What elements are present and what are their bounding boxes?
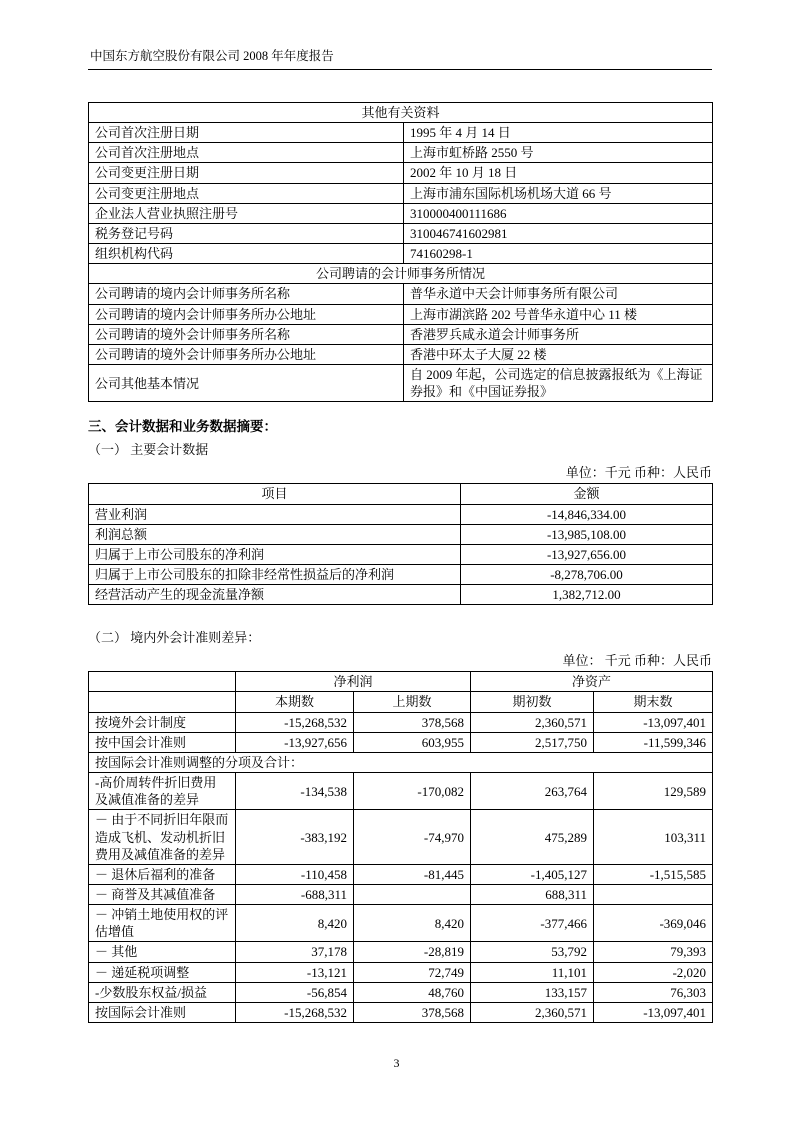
cell-value: 53,792 bbox=[471, 942, 594, 962]
info-label: 公司聘请的境内会计师事务所办公地址 bbox=[89, 304, 404, 324]
row-label: － 递延税项调整 bbox=[89, 962, 236, 982]
cell-value: -1,515,585 bbox=[594, 864, 713, 884]
cell-value: -134,538 bbox=[236, 773, 354, 810]
table-row bbox=[89, 712, 713, 732]
cell-value: -74,970 bbox=[354, 810, 471, 864]
cell-value: 688,311 bbox=[471, 885, 594, 905]
cell-value: 8,420 bbox=[236, 905, 354, 942]
item-amount: -14,846,334.00 bbox=[461, 504, 713, 524]
subsection-1-title: （一） 主要会计数据 bbox=[88, 442, 209, 458]
table-row bbox=[89, 962, 713, 982]
cell-value: 129,589 bbox=[594, 773, 713, 810]
info-label: 公司聘请的境外会计师事务所名称 bbox=[89, 324, 404, 344]
cell-value: -11,599,346 bbox=[594, 732, 713, 752]
cell-value: -377,466 bbox=[471, 905, 594, 942]
table-row bbox=[89, 103, 713, 123]
cell-value: 48,760 bbox=[354, 982, 471, 1002]
cell-value: -13,121 bbox=[236, 962, 354, 982]
info-table-subtitle: 公司聘请的会计师事务所情况 bbox=[89, 264, 713, 284]
info-value: 1995 年 4 月 14 日 bbox=[404, 123, 713, 143]
info-label: 公司首次注册地点 bbox=[89, 143, 404, 163]
table-row bbox=[89, 304, 713, 324]
cell-value: -110,458 bbox=[236, 864, 354, 884]
table-row bbox=[89, 284, 713, 304]
table-row bbox=[89, 143, 713, 163]
group-header-net-profit: 净利润 bbox=[236, 672, 471, 692]
cell-value: 37,178 bbox=[236, 942, 354, 962]
info-value: 310000400111686 bbox=[404, 203, 713, 223]
section-heading: 三、会计数据和业务数据摘要： bbox=[88, 419, 277, 435]
cell-value: 8,420 bbox=[354, 905, 471, 942]
cell-value: 378,568 bbox=[354, 712, 471, 732]
table-header-row bbox=[89, 692, 713, 712]
cell-value: -369,046 bbox=[594, 905, 713, 942]
info-value: 上海市湖滨路 202 号普华永道中心 11 楼 bbox=[404, 304, 713, 324]
info-label: 公司变更注册地点 bbox=[89, 183, 404, 203]
info-value: 香港中环太子大厦 22 楼 bbox=[404, 344, 713, 364]
cell-value: 263,764 bbox=[471, 773, 594, 810]
table-row bbox=[89, 344, 713, 364]
cell-value: 133,157 bbox=[471, 982, 594, 1002]
table-row bbox=[89, 504, 713, 524]
info-label: 公司其他基本情况 bbox=[89, 365, 404, 402]
cell-value: -2,020 bbox=[594, 962, 713, 982]
table-row bbox=[89, 810, 713, 864]
table-row bbox=[89, 365, 713, 402]
item-label: 营业利润 bbox=[89, 504, 461, 524]
table-row bbox=[89, 942, 713, 962]
table-row bbox=[89, 752, 713, 772]
table-row bbox=[89, 324, 713, 344]
table-header-row bbox=[89, 484, 713, 504]
info-value: 74160298-1 bbox=[404, 244, 713, 264]
info-label: 税务登记号码 bbox=[89, 223, 404, 243]
cell-value: 79,393 bbox=[594, 942, 713, 962]
info-table-title: 其他有关资料 bbox=[89, 103, 713, 123]
cell-value: -13,097,401 bbox=[594, 1002, 713, 1022]
item-label: 利润总额 bbox=[89, 524, 461, 544]
info-label: 公司聘请的境内会计师事务所名称 bbox=[89, 284, 404, 304]
subsection-2-title: （二） 境内外会计准则差异： bbox=[88, 630, 261, 646]
row-label: -高价周转件折旧费用及减值准备的差异 bbox=[89, 773, 236, 810]
info-label: 企业法人营业执照注册号 bbox=[89, 203, 404, 223]
info-label: 公司变更注册日期 bbox=[89, 163, 404, 183]
table-row bbox=[89, 564, 713, 584]
info-label: 公司首次注册日期 bbox=[89, 123, 404, 143]
company-info-table bbox=[88, 102, 713, 402]
col-header-item: 项目 bbox=[89, 484, 461, 504]
table-row bbox=[89, 524, 713, 544]
cell-value: 475,289 bbox=[471, 810, 594, 864]
table-row bbox=[89, 544, 713, 564]
spacer bbox=[88, 605, 712, 623]
table-row bbox=[89, 163, 713, 183]
row-label: -少数股东权益/损益 bbox=[89, 982, 236, 1002]
table-header-row bbox=[89, 672, 713, 692]
cell-value: -170,082 bbox=[354, 773, 471, 810]
table-row bbox=[89, 1002, 713, 1022]
table-row bbox=[89, 183, 713, 203]
row-label: 按中国会计准则 bbox=[89, 732, 236, 752]
table-row bbox=[89, 223, 713, 243]
item-amount: -13,927,656.00 bbox=[461, 544, 713, 564]
unit-note-2: 单位： 千元 币种：人民币 bbox=[562, 653, 712, 669]
page-content bbox=[88, 0, 712, 1023]
table-row bbox=[89, 773, 713, 810]
cell-value: -15,268,532 bbox=[236, 1002, 354, 1022]
cell-value: -81,445 bbox=[354, 864, 471, 884]
cell-value: 72,749 bbox=[354, 962, 471, 982]
info-label: 组织机构代码 bbox=[89, 244, 404, 264]
empty-header-cell bbox=[89, 692, 236, 712]
col-header-period-begin: 期初数 bbox=[471, 692, 594, 712]
item-label: 归属于上市公司股东的净利润 bbox=[89, 544, 461, 564]
page-number: 3 bbox=[393, 1056, 400, 1070]
cell-value: -13,097,401 bbox=[594, 712, 713, 732]
item-label: 归属于上市公司股东的扣除非经常性损益后的净利润 bbox=[89, 564, 461, 584]
info-value: 上海市浦东国际机场机场大道 66 号 bbox=[404, 183, 713, 203]
row-label: 按境外会计制度 bbox=[89, 712, 236, 732]
empty-header-cell bbox=[89, 672, 236, 692]
unit-note-1: 单位：千元 币种：人民币 bbox=[565, 465, 712, 481]
main-accounting-table bbox=[88, 483, 713, 605]
col-header-amount: 金额 bbox=[461, 484, 713, 504]
info-label: 公司聘请的境外会计师事务所办公地址 bbox=[89, 344, 404, 364]
table-row bbox=[89, 905, 713, 942]
cell-value: -383,192 bbox=[236, 810, 354, 864]
report-title: 中国东方航空股份有限公司 2008 年年度报告 bbox=[90, 49, 334, 63]
item-amount: -13,985,108.00 bbox=[461, 524, 713, 544]
cell-value: 103,311 bbox=[594, 810, 713, 864]
item-amount: 1,382,712.00 bbox=[461, 585, 713, 605]
table-row bbox=[89, 203, 713, 223]
info-value: 上海市虹桥路 2550 号 bbox=[404, 143, 713, 163]
cell-value: 378,568 bbox=[354, 1002, 471, 1022]
table-row bbox=[89, 123, 713, 143]
row-label: － 由于不同折旧年限而造成飞机、发动机折旧费用及减值准备的差异 bbox=[89, 810, 236, 864]
cell-value: 2,360,571 bbox=[471, 1002, 594, 1022]
cell-value: -15,268,532 bbox=[236, 712, 354, 732]
cell-value: -56,854 bbox=[236, 982, 354, 1002]
cell-value: 11,101 bbox=[471, 962, 594, 982]
cell-value: -28,819 bbox=[354, 942, 471, 962]
item-amount: -8,278,706.00 bbox=[461, 564, 713, 584]
info-value: 香港罗兵咸永道会计师事务所 bbox=[404, 324, 713, 344]
row-label: － 其他 bbox=[89, 942, 236, 962]
info-value: 自 2009 年起，公司选定的信息披露报纸为《上海证券报》和《中国证券报》 bbox=[404, 365, 713, 402]
accounting-standards-diff-table bbox=[88, 671, 713, 1023]
table-row bbox=[89, 732, 713, 752]
group-header-net-assets: 净资产 bbox=[471, 672, 713, 692]
cell-value: 2,517,750 bbox=[471, 732, 594, 752]
table-row bbox=[89, 244, 713, 264]
item-label: 经营活动产生的现金流量净额 bbox=[89, 585, 461, 605]
cell-value: 603,955 bbox=[354, 732, 471, 752]
col-header-prior-period: 上期数 bbox=[354, 692, 471, 712]
col-header-period-end: 期末数 bbox=[594, 692, 713, 712]
report-header bbox=[88, 0, 712, 70]
info-value: 310046741602981 bbox=[404, 223, 713, 243]
row-label: － 商誉及其减值准备 bbox=[89, 885, 236, 905]
cell-value: -1,405,127 bbox=[471, 864, 594, 884]
cell-value: 76,303 bbox=[594, 982, 713, 1002]
span-row-label: 按国际会计准则调整的分项及合计： bbox=[89, 752, 713, 772]
table-row bbox=[89, 864, 713, 884]
row-label: 按国际会计准则 bbox=[89, 1002, 236, 1022]
row-label: － 退休后福利的准备 bbox=[89, 864, 236, 884]
table-row bbox=[89, 885, 713, 905]
cell-value: -13,927,656 bbox=[236, 732, 354, 752]
cell-value bbox=[354, 885, 471, 905]
cell-value: -688,311 bbox=[236, 885, 354, 905]
info-value: 2002 年 10 月 18 日 bbox=[404, 163, 713, 183]
info-value: 普华永道中天会计师事务所有限公司 bbox=[404, 284, 713, 304]
table-row bbox=[89, 264, 713, 284]
cell-value bbox=[594, 885, 713, 905]
row-label: － 冲销土地使用权的评估增值 bbox=[89, 905, 236, 942]
col-header-current-period: 本期数 bbox=[236, 692, 354, 712]
table-row bbox=[89, 585, 713, 605]
cell-value: 2,360,571 bbox=[471, 712, 594, 732]
table-row bbox=[89, 982, 713, 1002]
